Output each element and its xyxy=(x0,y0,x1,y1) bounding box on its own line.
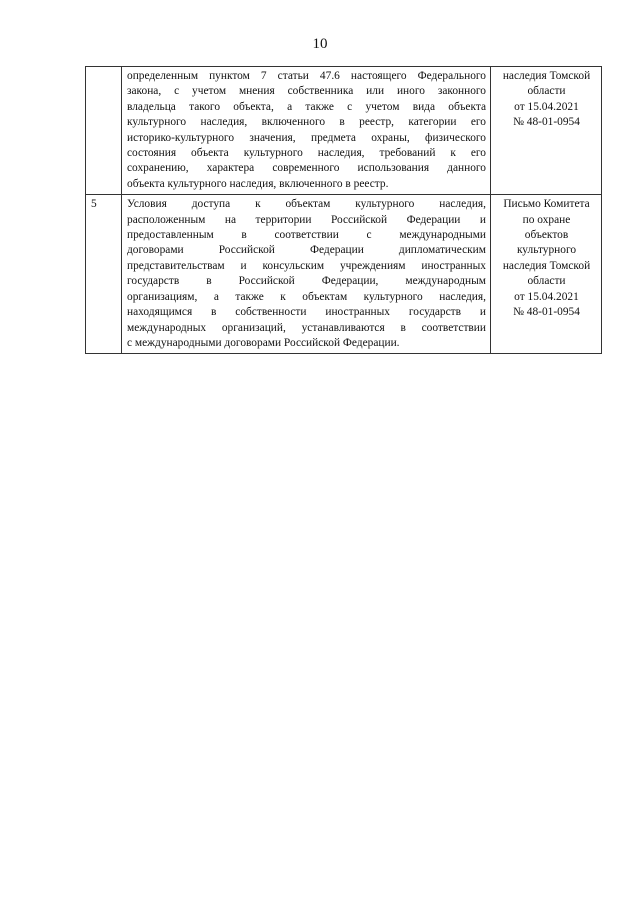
source-line: области xyxy=(527,275,566,288)
text-line: Условия доступа к объектам культурного наследия, xyxy=(127,198,486,211)
source-line: № 48-01-0954 xyxy=(513,306,580,319)
text-line: находящимся в собственности иностранных государств и xyxy=(127,306,486,319)
text-line: с международными договорами Российской Федерации. xyxy=(127,336,400,349)
source-line: Письмо Комитета xyxy=(503,198,590,211)
text-line: расположенным на территории Российской Федерации и xyxy=(127,213,486,226)
source-line: наследия Томской xyxy=(502,70,591,82)
row-number-cell: 5 xyxy=(86,195,122,354)
text-line: определенным пунктом 7 статьи 47.6 настоящего Федерального xyxy=(127,70,486,82)
source-line: по охране xyxy=(522,213,571,226)
table-row xyxy=(86,67,602,195)
text-line: историко-культурного значения, предмета охраны, физического xyxy=(127,131,486,144)
row-text-cell xyxy=(122,67,491,195)
source-line: № 48-01-0954 xyxy=(513,116,580,129)
text-line: международных организаций, устанавливаются в соответствии xyxy=(127,321,486,334)
table-row xyxy=(86,195,602,354)
source-line: области xyxy=(527,85,566,98)
row-source-cell xyxy=(491,67,602,195)
row-number-cell xyxy=(86,67,122,195)
text-line: культурного наследия, включенного в реестр, категории его xyxy=(127,116,486,129)
text-line: организациям, а также к объектам культурного наследия, xyxy=(127,290,486,303)
document-table xyxy=(85,66,602,354)
text-line: представительствам и консульским учреждениям иностранных xyxy=(127,259,486,272)
source-line: наследия Томской xyxy=(502,259,591,272)
row-source-cell xyxy=(491,195,602,354)
source-line: культурного xyxy=(516,244,577,257)
source-line: от 15.04.2021 xyxy=(514,290,579,303)
source-line: объектов xyxy=(524,229,569,242)
page-number: 10 xyxy=(312,36,328,52)
text-line: предоставленным в соответствии с международными xyxy=(127,229,486,242)
text-line: государств в Российской Федерации, международным xyxy=(127,275,486,288)
text-line: закона, с учетом мнения собственника или иного законного xyxy=(127,85,486,98)
row-text-cell xyxy=(122,195,491,354)
text-line: объекта культурного наследия, включенного в реестр. xyxy=(127,177,389,190)
source-line: от 15.04.2021 xyxy=(514,100,579,113)
text-line: владельца такого объекта, а также с учетом вида объекта xyxy=(127,100,486,113)
text-line: договорами Российской Федерации дипломатическим xyxy=(127,244,486,257)
text-line: сохранению, характера современного использования данного xyxy=(127,162,486,175)
text-line: состояния объекта культурного наследия, требований к его xyxy=(127,147,486,160)
